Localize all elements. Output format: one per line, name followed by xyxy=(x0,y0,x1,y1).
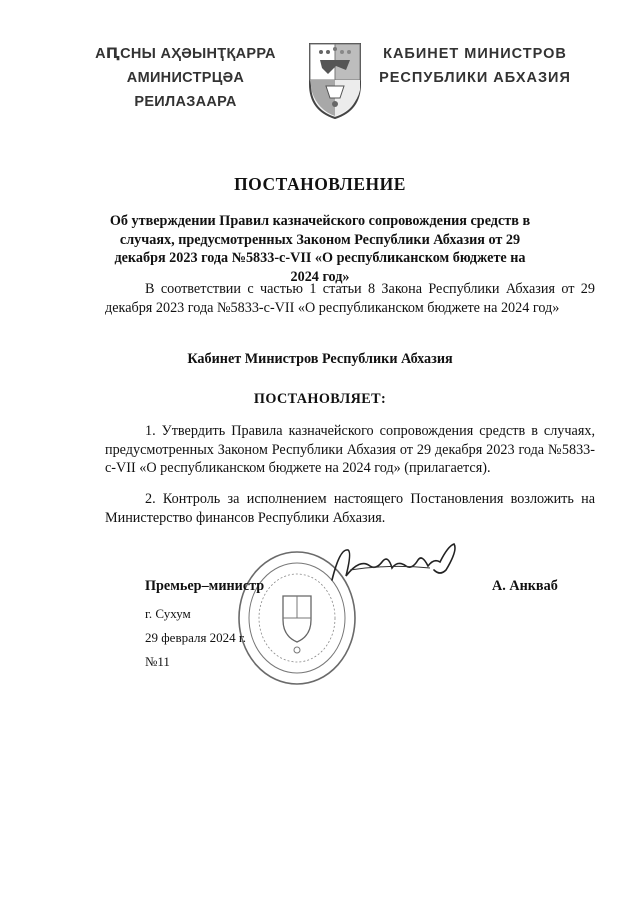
document-title: ПОСТАНОВЛЕНИЕ xyxy=(234,174,406,194)
date-line: 29 февраля 2024 г. xyxy=(145,630,247,645)
header-right-line1: КАБИНЕТ МИНИСТРОВ xyxy=(383,46,567,62)
header-left xyxy=(78,42,293,114)
signer-name: А. Анкваб xyxy=(492,578,558,594)
place-line: г. Сухум xyxy=(145,606,191,621)
resolution-item-1: 1. Утвердить Правила казначейского сопровождения средств в случаях, предусмотренных Законом Республики Абхазия от 29 декабря 2023 года №5833-с-VII «О республиканском бюджете на 2024 год» (прилагается). xyxy=(105,423,595,476)
resolution-item-2: 2. Контроль за исполнением настоящего Постановления возложить на Министерство финансов Республики Абхазия. xyxy=(105,491,595,526)
preamble-paragraph: В соответствии с частью 1 статьи 8 Закона Республики Абхазия от 29 декабря 2023 года №5833-с-VII «О республиканском бюджете на 2024 год» xyxy=(105,281,595,316)
header-right xyxy=(375,42,575,90)
document-number: №11 xyxy=(145,654,170,669)
issuer-line: Кабинет Министров Республики Абхазия xyxy=(187,351,453,367)
handwritten-signature-icon xyxy=(330,540,465,590)
header-right-line2: РЕСПУБЛИКИ АБХАЗИЯ xyxy=(379,70,571,86)
resolves-heading: ПОСТАНОВЛЯЕТ: xyxy=(253,391,387,407)
header-left-line2: АМИНИСТРЦƏА РЕИЛАЗААРА xyxy=(126,70,245,110)
signer-role: Премьер–министр xyxy=(145,578,265,594)
document-subtitle: Об утверждении Правил казначейского сопровождения средств в случаях, предусмотренных Законом Республики Абхазия от 29 декабря 2023 года №5833-с-VII «О республиканском бюджете на 2024 год» xyxy=(109,213,531,285)
abkhazia-emblem-icon xyxy=(306,40,364,120)
header-left-line1: АԤСНЫ АҲƏЫНҬҚАРРА xyxy=(95,46,276,62)
